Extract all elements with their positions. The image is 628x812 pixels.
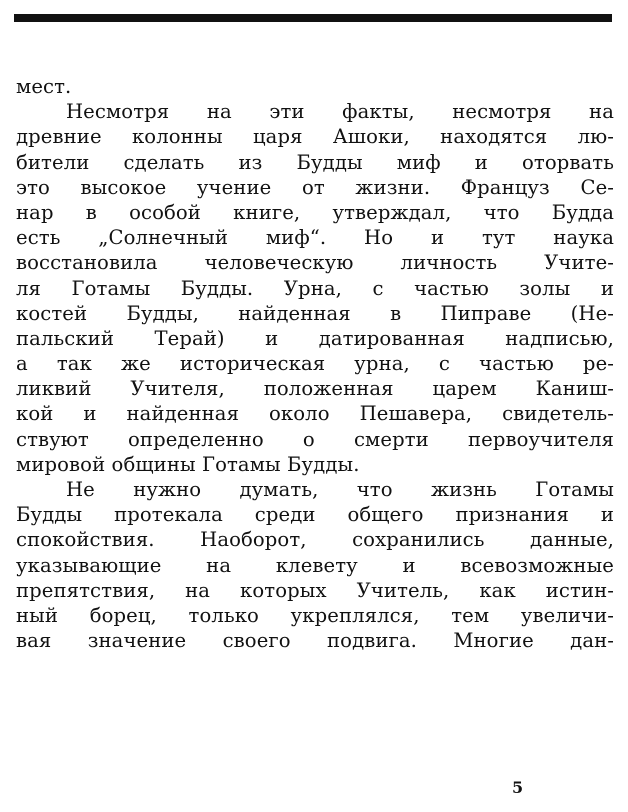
text-line: древние колонны царя Ашоки, находятся лю- (16, 125, 614, 149)
text-line: указывающие на клевету и всевозможные (16, 553, 614, 577)
text-line: препятствия, на которых Учитель, как истин- (16, 578, 614, 602)
text-line: спокойствия. Наоборот, сохранились данные, (16, 528, 614, 552)
text-line: ный борец, только укреплялся, тем увеличи- (16, 603, 614, 627)
text-line: ликвий Учителя, положенная царем Каниш- (16, 377, 614, 401)
text-line: Не нужно думать, что жизнь Готамы (66, 478, 614, 501)
text-line: бители сделать из Будды миф и оторвать (16, 150, 614, 174)
text-line: мировой общины Готамы Будды. (16, 452, 360, 476)
text-line: мест. (16, 75, 72, 98)
text-line: кой и найденная около Пешавера, свидетель- (16, 402, 614, 426)
text-line: Несмотря на эти факты, несмотря на (66, 100, 614, 124)
text-line: восстановила человеческую личность Учите- (16, 251, 614, 275)
text-line: пальский Терай) и датированная надписью, (16, 326, 614, 350)
text-line: а так же историческая урна, с частью ре- (16, 352, 614, 376)
text-line: вая значение своего подвига. Многие дан- (16, 629, 614, 653)
text-line: ствуют определенно о смерти первоучителя (16, 427, 614, 451)
text-line: это высокое учение от жизни. Француз Се- (16, 175, 614, 199)
text-line: костей Будды, найденная в Пиправе (Не- (16, 301, 614, 325)
text-line: Будды протекала среди общего признания и (16, 503, 614, 527)
text-line: нар в особой книге, утверждал, что Будда (16, 200, 614, 224)
text-line: есть „Солнечный миф“. Но и тут наука (16, 226, 614, 250)
page-text (16, 74, 614, 653)
top-rule (14, 14, 612, 22)
text-line: ля Готамы Будды. Урна, с частью золы и (16, 276, 614, 300)
page-number: 5 (512, 778, 524, 797)
